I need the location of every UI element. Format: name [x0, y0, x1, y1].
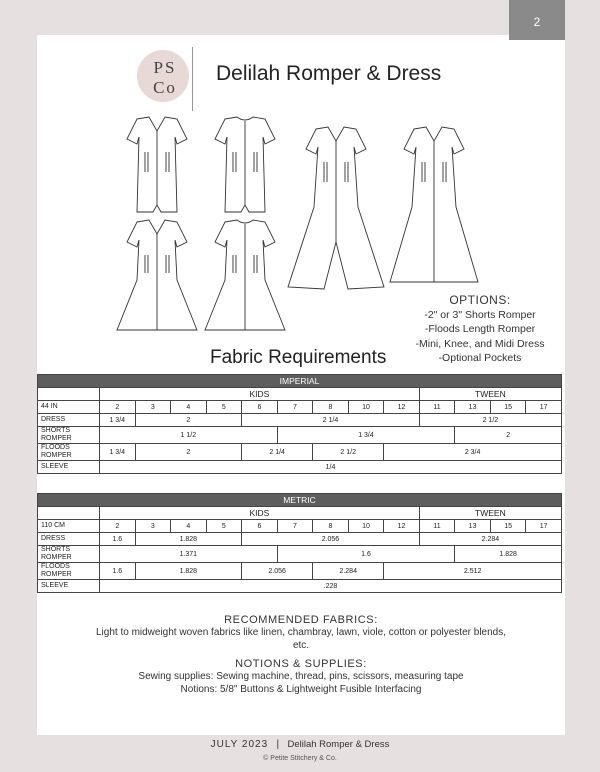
value-cell: 2	[455, 427, 562, 444]
sleeve-label: SLEEVE	[38, 580, 100, 593]
size-cell: 11	[419, 401, 455, 414]
footer-pattern-name: Delilah Romper & Dress	[287, 739, 390, 750]
size-cell: 15	[490, 401, 526, 414]
size-cell: 12	[384, 520, 420, 533]
kids-header: KIDS	[100, 388, 420, 401]
value-cell: 1 3/4	[277, 427, 455, 444]
recommended-fabrics	[37, 614, 565, 652]
option-item: -Floods Length Romper	[424, 323, 536, 335]
options-list	[415, 293, 545, 366]
notions-supplies	[37, 658, 565, 696]
sketch-mini-dress-back	[205, 220, 285, 330]
value-cell: 2 1/4	[242, 444, 313, 461]
imperial-table	[37, 374, 562, 474]
kids-header: KIDS	[100, 507, 420, 520]
dress-label: DRESS	[38, 533, 100, 546]
size-label: 110 CM	[38, 520, 100, 533]
value-cell: .228	[100, 580, 562, 593]
value-cell: 1.371	[100, 546, 278, 563]
size-cell: 2	[100, 520, 136, 533]
copyright: © Petite Stitchery & Co.	[263, 755, 337, 762]
floods-label: FLOODS ROMPER	[38, 563, 100, 580]
size-cell: 7	[277, 520, 313, 533]
fabric-requirements-title: Fabric Requirements	[210, 347, 387, 368]
options-heading: OPTIONS:	[449, 293, 511, 307]
sleeve-label: SLEEVE	[38, 461, 100, 474]
value-cell: 1.6	[100, 533, 136, 546]
size-cell: 2	[100, 401, 136, 414]
recommended-text: Light to midweight woven fabrics like linen, chambray, lawn, viole, cotton or polyester blends,	[95, 627, 507, 638]
size-cell: 13	[455, 401, 491, 414]
dress-label: DRESS	[38, 414, 100, 427]
size-cell: 3	[135, 401, 171, 414]
size-cell: 11	[419, 520, 455, 533]
recommended-text-cont: etc.	[292, 640, 310, 651]
size-cell: 5	[206, 520, 242, 533]
option-item: -Mini, Knee, and Midi Dress	[415, 337, 545, 350]
value-cell: 2	[135, 444, 242, 461]
value-cell: 1.828	[135, 563, 242, 580]
sketch-midi-dress	[390, 127, 478, 282]
value-cell: 2.056	[242, 533, 420, 546]
page-number: 2	[533, 15, 541, 29]
size-cell: 6	[242, 520, 278, 533]
value-cell: 2.056	[242, 563, 313, 580]
value-cell: 1.6	[277, 546, 455, 563]
value-cell: 2	[135, 414, 242, 427]
tween-header: TWEEN	[419, 507, 561, 520]
size-cell: 5	[206, 401, 242, 414]
floods-label: FLOODS ROMPER	[38, 444, 100, 461]
value-cell: 2 1/4	[242, 414, 420, 427]
footer-separator: |	[276, 739, 280, 750]
blank-cell	[38, 507, 100, 520]
size-cell: 17	[526, 401, 562, 414]
footer-date: JULY 2023	[210, 739, 269, 750]
value-cell: 2.512	[384, 563, 562, 580]
size-cell: 17	[526, 520, 562, 533]
tween-header: TWEEN	[419, 388, 561, 401]
sketch-shorts-romper-back	[215, 117, 275, 212]
page-number-tab	[509, 0, 565, 40]
size-cell: 3	[135, 520, 171, 533]
value-cell: 1.828	[135, 533, 242, 546]
size-cell: 12	[384, 401, 420, 414]
size-cell: 7	[277, 401, 313, 414]
value-cell: 1 1/2	[100, 427, 278, 444]
metric-section-header: METRIC	[38, 494, 562, 507]
value-cell: 2 1/2	[419, 414, 561, 427]
shorts-label: SHORTS ROMPER	[38, 546, 100, 563]
logo-text: PS Co	[153, 58, 177, 97]
value-cell: 1.828	[455, 546, 562, 563]
size-cell: 4	[171, 520, 207, 533]
size-cell: 13	[455, 520, 491, 533]
recommended-heading: RECOMMENDED FABRICS:	[224, 614, 378, 626]
size-cell: 4	[171, 401, 207, 414]
value-cell: 2.284	[313, 563, 384, 580]
sewing-supplies-text: Sewing supplies: Sewing machine, thread, pins, scissors, measuring tape	[138, 671, 464, 682]
metric-table	[37, 493, 562, 593]
size-cell: 10	[348, 520, 384, 533]
notions-heading: NOTIONS & SUPPLIES:	[235, 658, 367, 670]
shorts-label: SHORTS ROMPER	[38, 427, 100, 444]
value-cell: 1 3/4	[100, 444, 136, 461]
imperial-section-header: IMPERIAL	[38, 375, 562, 388]
option-item: -Optional Pockets	[438, 352, 522, 364]
footer	[0, 739, 600, 750]
size-label: 44 IN	[38, 401, 100, 414]
sketch-shorts-romper-front	[127, 117, 187, 212]
size-cell: 8	[313, 401, 349, 414]
value-cell: 2.284	[419, 533, 561, 546]
value-cell: 2 1/2	[313, 444, 384, 461]
size-cell: 10	[348, 401, 384, 414]
notions-text: Notions: 5/8" Buttons & Lightweight Fusible Interfacing	[180, 684, 422, 695]
blank-cell	[38, 388, 100, 401]
size-cell: 8	[313, 520, 349, 533]
value-cell: 1.6	[100, 563, 136, 580]
value-cell: 1 3/4	[100, 414, 136, 427]
sketch-floods-romper	[288, 127, 384, 289]
size-cell: 15	[490, 520, 526, 533]
sketch-mini-dress-front	[117, 220, 197, 330]
option-item: -2" or 3" Shorts Romper	[424, 308, 536, 321]
page-title: Delilah Romper & Dress	[216, 62, 442, 85]
value-cell: 1/4	[100, 461, 562, 474]
size-cell: 6	[242, 401, 278, 414]
value-cell: 2 3/4	[384, 444, 562, 461]
